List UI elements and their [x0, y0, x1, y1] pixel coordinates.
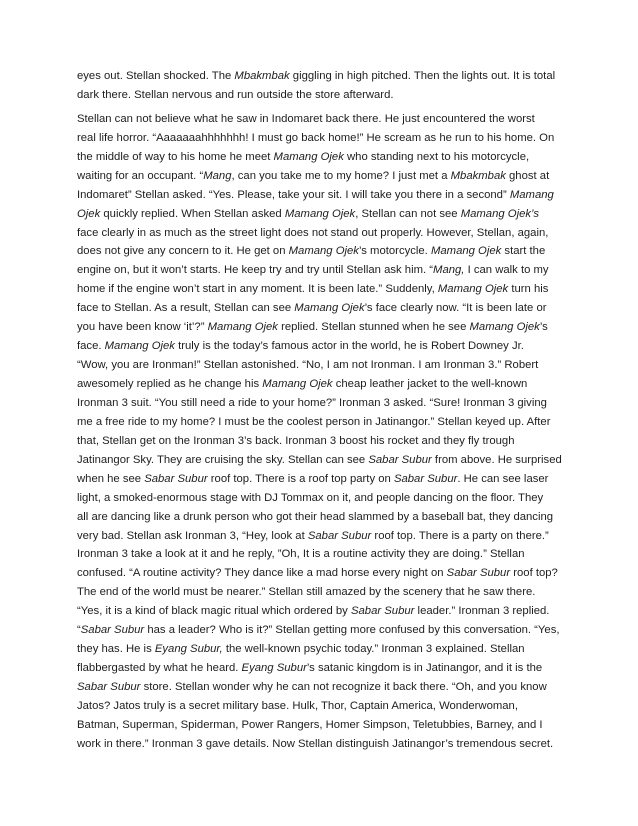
- text-segment: “Yes, it is a kind of black magic ritual which ordered by: [77, 605, 351, 618]
- text-segment: very bad. Stellan ask Ironman 3, “Hey, look at: [77, 529, 308, 542]
- text-segment: that, Stellan get on the Ironman 3’s back. Ironman 3 boost his rocket and they fly trough: [77, 434, 515, 447]
- text-segment: Ironman 3 suit. “You still need a ride to your home?” Ironman 3 asked. “Sure! Ironman 3 giving: [77, 396, 547, 409]
- text-segment: real life horror. “Aaaaaaahhhhhhh! I must go back home!” He scream as he run to his home. On: [77, 131, 555, 144]
- text-segment: who standing next to his motorcycle,: [343, 150, 530, 163]
- text-segment: turn his: [508, 283, 549, 296]
- text-line: [77, 318, 565, 337]
- text-segment: , can you take me to my home? I just met a: [231, 169, 451, 182]
- italic-text: Mamang Ojek: [430, 245, 502, 258]
- text-line: [77, 394, 565, 413]
- text-segment: leader.” Ironman 3 replied.: [414, 605, 550, 618]
- text-segment: all are dancing like a drunk person who got their head slammed by a baseball bat, they dancing: [77, 510, 554, 523]
- paragraph: [77, 110, 565, 754]
- text-segment: truly is the today’s famous actor in the world, he is Robert Downey Jr.: [174, 340, 524, 353]
- text-segment: Stellan can not believe what he saw in Indomaret back there. He just encountered the worst: [77, 112, 535, 125]
- text-segment: they has. He is: [77, 643, 155, 656]
- text-segment: flabbergasted by what he heard.: [77, 662, 242, 675]
- text-segment: face.: [77, 340, 105, 353]
- text-segment: store. Stellan wonder why he can not recognize it back there. “Oh, and you know: [140, 681, 547, 693]
- text-line: [77, 527, 565, 546]
- italic-text: Sabar Subur: [80, 624, 145, 637]
- italic-text: Sabar Subur: [350, 605, 415, 618]
- text-line: [77, 545, 565, 564]
- text-segment: face to Stellan. As a result, Stellan can see: [77, 302, 295, 315]
- text-segment: start the: [501, 245, 546, 258]
- italic-text: Eyang Subur,: [154, 643, 223, 656]
- italic-text: Mamang Ojek: [104, 340, 175, 353]
- italic-text: Mbakmbak: [450, 169, 506, 182]
- text-line: [77, 678, 565, 697]
- text-segment: replied. Stellan stunned when he see: [277, 321, 470, 334]
- text-line: [77, 242, 565, 261]
- italic-text: Mamang Ojek’s: [460, 207, 539, 220]
- text-line: [77, 67, 565, 86]
- text-line: [77, 129, 565, 148]
- text-segment: Indomaret” Stellan asked. “Yes. Please, take your sit. I will take you there in a second”: [77, 188, 510, 201]
- text-line: [77, 186, 565, 205]
- text-line: [77, 167, 565, 186]
- text-line: [77, 735, 565, 754]
- text-line: [77, 697, 565, 716]
- text-segment: The end of the world must be nearer.” Stellan still amazed by the scenery that he saw there.: [77, 586, 536, 599]
- text-line: [77, 583, 565, 602]
- text-line: [77, 356, 565, 375]
- text-line: [77, 299, 565, 318]
- text-segment: awesomely replied as he change his: [77, 378, 263, 390]
- text-segment: engine on, but it won’t starts. He keep try and try until Stellan ask him. “: [77, 264, 434, 277]
- italic-text: Mamang Ojek: [294, 302, 365, 315]
- text-segment: ’s motorcycle.: [358, 245, 431, 258]
- text-segment: roof top. There is a roof top party on: [207, 472, 394, 485]
- text-line: [77, 508, 565, 527]
- text-segment: cheap leather jacket to the well-known: [332, 378, 528, 390]
- text-line: [77, 602, 565, 621]
- text-line: [77, 148, 565, 167]
- text-line: [77, 451, 565, 470]
- text-line: [77, 564, 565, 583]
- text-segment: confused. “A routine activity? They dance like a mad horse every night on: [77, 567, 447, 580]
- document-page: [77, 67, 565, 754]
- italic-text: Sabar Subur: [393, 472, 458, 485]
- italic-text: Sabar Subur: [144, 472, 208, 485]
- text-segment: Batman, Superman, Spiderman, Power Rangers, Homer Simpson, Teletubbies, Barney, and I: [77, 718, 543, 731]
- italic-text: Mamang Ojek: [262, 378, 333, 390]
- text-segment: quickly replied. When Stellan asked: [100, 207, 285, 220]
- italic-text: Mamang Ojek: [207, 321, 278, 334]
- text-segment: the middle of way to his home he meet: [77, 150, 274, 163]
- text-segment: roof top. There is a party on there.”: [371, 529, 549, 542]
- text-segment: I can walk to my: [464, 264, 549, 277]
- italic-text: Mamang Ojek: [437, 283, 509, 296]
- italic-text: Mbakmbak: [234, 70, 290, 82]
- text-line: [77, 621, 565, 640]
- text-segment: you have been know ‘it’?”: [77, 321, 208, 334]
- paragraph: [77, 67, 565, 105]
- text-line: [77, 640, 565, 659]
- text-line: [77, 659, 565, 678]
- text-segment: ’s face clearly now. “It is been late or: [364, 302, 547, 315]
- text-line: [77, 375, 565, 394]
- text-line: [77, 413, 565, 432]
- text-segment: eyes out. Stellan shocked. The: [77, 70, 235, 82]
- italic-text: Ojek: [77, 207, 101, 220]
- text-segment: face clearly in as much as the street light does not stand out properly. However, Stellan, again,: [77, 226, 549, 239]
- text-segment: work in there.” Ironman 3 gave details. Now Stellan distinguish Jatinangor’s tremendous secret.: [77, 737, 554, 750]
- italic-text: Eyang Subur: [241, 662, 307, 675]
- italic-text: Mang: [203, 169, 232, 182]
- text-segment: when he see: [77, 472, 145, 485]
- italic-text: Mamang Ojek: [273, 150, 344, 163]
- text-line: [77, 432, 565, 451]
- text-segment: Ironman 3 take a look at it and he reply, ”Oh, It is a routine activity they are doing.” Stellan: [77, 548, 525, 561]
- text-segment: “: [77, 624, 81, 637]
- text-segment: Jatos? Jatos truly is a secret military base. Hulk, Thor, Captain America, Wonderwoman,: [77, 699, 518, 712]
- text-segment: light, a smoked-enormous stage with DJ Tommax on it, and people dancing on the floor. They: [77, 491, 544, 504]
- italic-text: Mamang: [509, 188, 554, 201]
- italic-text: Mamang Ojek: [469, 321, 540, 334]
- text-line: [77, 86, 565, 105]
- text-segment: ghost at: [505, 169, 550, 182]
- italic-text: Mamang Ojek: [288, 245, 359, 258]
- text-segment: waiting for an occupant. “: [77, 169, 204, 182]
- text-segment: from above. He surprised: [431, 453, 562, 466]
- italic-text: Sabar Subur: [307, 529, 372, 542]
- text-segment: . He can see laser: [457, 472, 549, 485]
- italic-text: Sabar Subur: [77, 681, 141, 693]
- italic-text: Mang,: [433, 264, 465, 277]
- italic-text: Mamang Ojek: [284, 207, 356, 220]
- text-segment: Jatinangor Sky. They are cruising the sky. Stellan can see: [77, 453, 369, 466]
- text-line: [77, 280, 565, 299]
- text-line: [77, 110, 565, 129]
- text-segment: me a free ride to my home? I must be the coolest person in Jatinangor.” Stellan keyed up. After: [77, 415, 551, 428]
- text-line: [77, 261, 565, 280]
- text-segment: the well-known psychic today.” Ironman 3 explained. Stellan: [222, 643, 525, 656]
- text-segment: does not give any concern to it. He get on: [77, 245, 289, 258]
- text-segment: home if the engine won’t start in any moment. It is been late.” Suddenly,: [77, 283, 438, 296]
- text-segment: giggling in high pitched. Then the lights out. It is total: [289, 70, 556, 82]
- text-segment: ’s satanic kingdom is in Jatinangor, and it is the: [306, 662, 543, 675]
- italic-text: Sabar Subur: [446, 567, 511, 580]
- text-segment: ’s: [539, 321, 548, 334]
- text-line: [77, 205, 565, 224]
- text-line: [77, 224, 565, 243]
- text-segment: roof top?: [510, 567, 558, 580]
- text-line: [77, 489, 565, 508]
- text-line: [77, 337, 565, 356]
- italic-text: Sabar Subur: [368, 453, 432, 466]
- text-segment: dark there. Stellan nervous and run outside the store afterward.: [77, 88, 394, 101]
- text-line: [77, 716, 565, 735]
- text-segment: has a leader? Who is it?” Stellan getting more confused by this conversation. “Yes,: [144, 624, 560, 637]
- text-line: [77, 470, 565, 489]
- text-segment: “Wow, you are Ironman!” Stellan astonished. “No, I am not Ironman. I am Ironman 3.” Robert: [77, 359, 539, 372]
- text-segment: , Stellan can not see: [355, 207, 461, 220]
